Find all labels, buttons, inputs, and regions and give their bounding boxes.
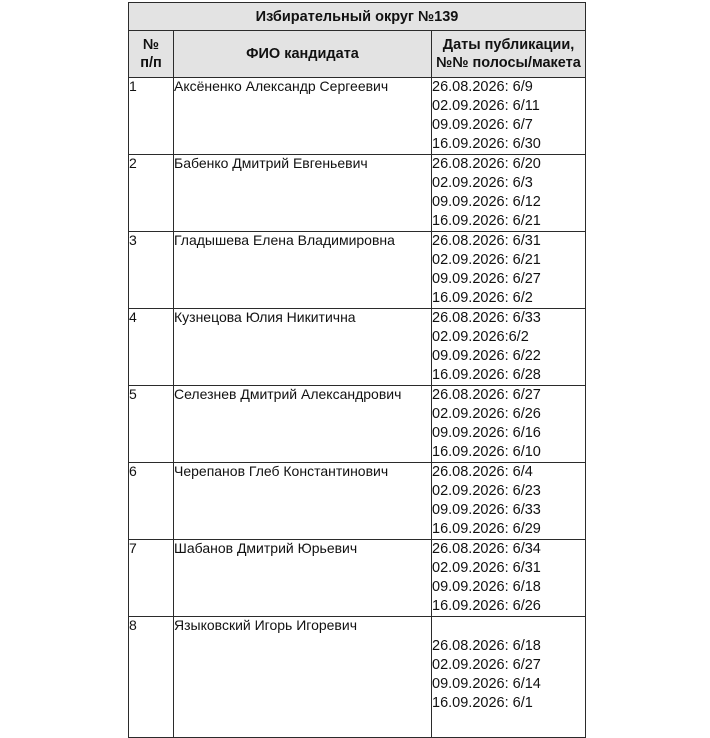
table-row [129, 232, 586, 309]
candidate-name: Бабенко Дмитрий Евгеньевич [174, 155, 432, 232]
date-entry: 09.09.2026: 6/16 [432, 425, 541, 441]
table-row [129, 386, 586, 463]
date-entry: 02.09.2026: 6/11 [432, 98, 540, 114]
publication-dates [432, 232, 586, 309]
date-entry: 09.09.2026: 6/22 [432, 348, 541, 364]
date-entry: 16.09.2026: 6/21 [432, 213, 541, 229]
candidate-name: Селезнев Дмитрий Александрович [174, 386, 432, 463]
date-entry: 16.09.2026: 6/28 [432, 367, 541, 383]
publication-dates [432, 540, 586, 617]
publication-dates [432, 463, 586, 540]
header-number [129, 31, 174, 78]
candidate-name: Кузнецова Юлия Никитична [174, 309, 432, 386]
table-row [129, 309, 586, 386]
date-entry: 02.09.2026: 6/27 [432, 657, 541, 673]
date-entry: 02.09.2026: 6/26 [432, 406, 541, 422]
row-number: 4 [129, 309, 174, 386]
publication-dates [432, 386, 586, 463]
publication-dates [432, 309, 586, 386]
candidate-name: Черепанов Глеб Константинович [174, 463, 432, 540]
row-number: 7 [129, 540, 174, 617]
date-entry: 26.08.2026: 6/9 [432, 79, 533, 95]
date-entry: 16.09.2026: 6/10 [432, 444, 541, 460]
table-row [129, 617, 586, 738]
date-entry: 26.08.2026: 6/18 [432, 638, 541, 654]
date-entry: 16.09.2026: 6/30 [432, 136, 541, 152]
date-entry: 26.08.2026: 6/34 [432, 541, 541, 557]
date-entry: 26.08.2026: 6/20 [432, 156, 541, 172]
header-dates [432, 31, 586, 78]
candidates-table [128, 2, 586, 738]
row-number: 2 [129, 155, 174, 232]
date-entry: 02.09.2026: 6/3 [432, 175, 533, 191]
header-dates-label: Даты публикации, №№ полосы/макета [436, 37, 581, 71]
publication-dates [432, 155, 586, 232]
header-number-label: № п/п [140, 37, 162, 71]
date-entry: 09.09.2026: 6/27 [432, 271, 541, 287]
row-number: 1 [129, 78, 174, 155]
date-entry: 26.08.2026: 6/31 [432, 233, 541, 249]
candidate-name: Аксёненко Александр Сергеевич [174, 78, 432, 155]
date-entry: 09.09.2026: 6/12 [432, 194, 541, 210]
date-entry: 26.08.2026: 6/4 [432, 464, 533, 480]
table-title: Избирательный округ №139 [129, 3, 586, 31]
date-entry: 16.09.2026: 6/1 [432, 695, 533, 711]
date-entry: 02.09.2026:6/2 [432, 329, 529, 345]
date-entry: 16.09.2026: 6/26 [432, 598, 541, 614]
row-number: 8 [129, 617, 174, 738]
table-row [129, 78, 586, 155]
header-name: ФИО кандидата [174, 31, 432, 78]
candidate-name: Шабанов Дмитрий Юрьевич [174, 540, 432, 617]
date-entry: 09.09.2026: 6/7 [432, 117, 533, 133]
date-entry: 09.09.2026: 6/33 [432, 502, 541, 518]
date-entry: 09.09.2026: 6/18 [432, 579, 541, 595]
row-number: 6 [129, 463, 174, 540]
publication-dates [432, 617, 586, 738]
table-row [129, 463, 586, 540]
table-row [129, 155, 586, 232]
date-entry: 26.08.2026: 6/33 [432, 310, 541, 326]
date-entry: 02.09.2026: 6/21 [432, 252, 541, 268]
date-entry: 02.09.2026: 6/31 [432, 560, 541, 576]
row-number: 3 [129, 232, 174, 309]
row-number: 5 [129, 386, 174, 463]
table-row [129, 540, 586, 617]
date-entry: 16.09.2026: 6/2 [432, 290, 533, 306]
date-entry: 09.09.2026: 6/14 [432, 676, 541, 692]
date-entry: 02.09.2026: 6/23 [432, 483, 541, 499]
publication-dates [432, 78, 586, 155]
candidate-name: Гладышева Елена Владимировна [174, 232, 432, 309]
date-entry: 16.09.2026: 6/29 [432, 521, 541, 537]
date-entry: 26.08.2026: 6/27 [432, 387, 541, 403]
candidate-name: Языковский Игорь Игоревич [174, 617, 432, 738]
